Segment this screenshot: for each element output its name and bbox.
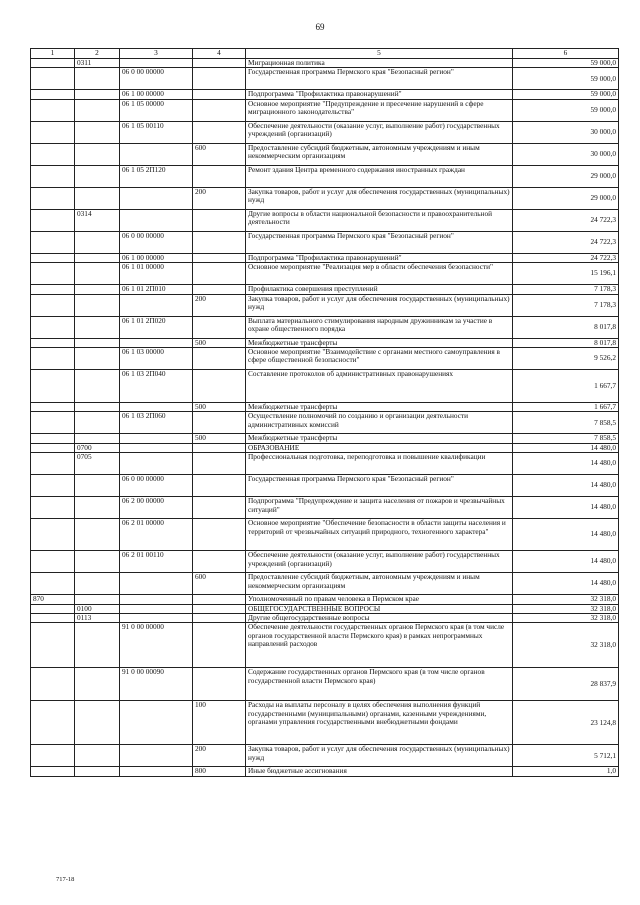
section-code-cell: [75, 434, 120, 443]
expense-type-cell: [193, 90, 246, 99]
table-row: [31, 165, 619, 187]
admin-code-cell: [31, 121, 75, 143]
target-article-cell: [120, 701, 193, 745]
table-body: [31, 59, 619, 777]
target-article-cell: 06 1 05 00110: [120, 121, 193, 143]
target-article-cell: 06 1 05 00000: [120, 99, 193, 121]
section-code-cell: [75, 316, 120, 338]
target-article-cell: [120, 595, 193, 604]
description-cell: Составление протоколов об административных правонарушениях: [246, 369, 513, 402]
target-article-cell: [120, 434, 193, 443]
admin-code-cell: [31, 294, 75, 316]
section-code-cell: [75, 253, 120, 262]
amount-cell: 14 480,0: [513, 551, 619, 573]
amount-cell: 32 318,0: [513, 613, 619, 622]
description-cell: Иные бюджетные ассигнования: [246, 767, 513, 776]
admin-code-cell: [31, 623, 75, 668]
amount-cell: 23 124,8: [513, 701, 619, 745]
section-code-cell: [75, 187, 120, 209]
table-row: [31, 68, 619, 90]
admin-code-cell: [31, 443, 75, 452]
amount-cell: 15 196,1: [513, 263, 619, 285]
column-header: 4: [193, 49, 246, 59]
admin-code-cell: [31, 412, 75, 434]
target-article-cell: 06 1 01 00000: [120, 263, 193, 285]
table-row: [31, 412, 619, 434]
table-row: [31, 99, 619, 121]
table-row: [31, 573, 619, 595]
expense-type-cell: [193, 285, 246, 294]
table-row: [31, 745, 619, 767]
target-article-cell: 06 0 00 00000: [120, 68, 193, 90]
section-code-cell: [75, 402, 120, 411]
table-row: [31, 263, 619, 285]
expense-type-cell: 500: [193, 402, 246, 411]
admin-code-cell: [31, 402, 75, 411]
table-row: [31, 402, 619, 411]
section-code-cell: [75, 701, 120, 745]
table-row: [31, 347, 619, 369]
expense-type-cell: [193, 253, 246, 262]
section-code-cell: [75, 294, 120, 316]
table-row: [31, 59, 619, 68]
table-row: [31, 338, 619, 347]
admin-code-cell: 870: [31, 595, 75, 604]
description-cell: Предоставление субсидий бюджетным, автономным учреждениям и иным некоммерческим организациям: [246, 143, 513, 165]
table-row: [31, 443, 619, 452]
section-code-cell: [75, 263, 120, 285]
admin-code-cell: [31, 143, 75, 165]
target-article-cell: [120, 604, 193, 613]
expense-type-cell: 100: [193, 701, 246, 745]
description-cell: Закупка товаров, работ и услуг для обеспечения государственных (муниципальных) нужд: [246, 294, 513, 316]
amount-cell: 1 667,7: [513, 402, 619, 411]
description-cell: ОБЩЕГОСУДАРСТВЕННЫЕ ВОПРОСЫ: [246, 604, 513, 613]
amount-cell: 7 178,3: [513, 285, 619, 294]
amount-cell: 14 480,0: [513, 497, 619, 519]
amount-cell: 9 526,2: [513, 347, 619, 369]
expense-type-cell: [193, 412, 246, 434]
section-code-cell: [75, 90, 120, 99]
amount-cell: 7 858,5: [513, 434, 619, 443]
table-row: [31, 701, 619, 745]
admin-code-cell: [31, 497, 75, 519]
section-code-cell: [75, 165, 120, 187]
amount-cell: 24 722,3: [513, 231, 619, 253]
table-row: [31, 316, 619, 338]
expense-type-cell: [193, 165, 246, 187]
description-cell: Профессиональная подготовка, переподготовка и повышение квалификации: [246, 453, 513, 475]
section-code-cell: 0314: [75, 209, 120, 231]
section-code-cell: [75, 231, 120, 253]
amount-cell: 59 000,0: [513, 90, 619, 99]
amount-cell: 32 318,0: [513, 623, 619, 668]
expense-type-cell: [193, 595, 246, 604]
admin-code-cell: [31, 573, 75, 595]
target-article-cell: [120, 338, 193, 347]
amount-cell: 32 318,0: [513, 604, 619, 613]
description-cell: Осуществление полномочий по созданию и организации деятельности административных комиссий: [246, 412, 513, 434]
admin-code-cell: [31, 285, 75, 294]
amount-cell: 14 480,0: [513, 475, 619, 497]
expense-type-cell: [193, 443, 246, 452]
admin-code-cell: [31, 253, 75, 262]
section-code-cell: [75, 623, 120, 668]
amount-cell: 29 000,0: [513, 187, 619, 209]
description-cell: Государственная программа Пермского края "Безопасный регион": [246, 68, 513, 90]
amount-cell: 30 000,0: [513, 121, 619, 143]
target-article-cell: [120, 443, 193, 452]
target-article-cell: [120, 573, 193, 595]
target-article-cell: 06 0 00 00000: [120, 475, 193, 497]
target-article-cell: 06 2 01 00000: [120, 519, 193, 551]
table-header-row: [31, 49, 619, 59]
description-cell: Государственная программа Пермского края "Безопасный регион": [246, 475, 513, 497]
target-article-cell: [120, 59, 193, 68]
target-article-cell: 06 1 03 00000: [120, 347, 193, 369]
target-article-cell: [120, 613, 193, 622]
table-row: [31, 285, 619, 294]
expense-type-cell: [193, 623, 246, 668]
section-code-cell: [75, 551, 120, 573]
target-article-cell: 06 1 03 2П060: [120, 412, 193, 434]
description-cell: Основное мероприятие "Обеспечение безопасности в области защиты населения и территорий от чрезвычайных ситуаций природного, техногенного характера": [246, 519, 513, 551]
table-row: [31, 231, 619, 253]
description-cell: Выплата материального стимулирования народным дружинникам за участие в охране общественного порядка: [246, 316, 513, 338]
description-cell: Обеспечение деятельности (оказание услуг, выполнение работ) государственных учреждений (организаций): [246, 121, 513, 143]
expense-type-cell: [193, 519, 246, 551]
target-article-cell: 06 0 00 00000: [120, 231, 193, 253]
description-cell: Расходы на выплаты персоналу в целях обеспечения выполнения функций государственными (муниципальными) органами, казенными учреждениями, органами управления государственными внебюджетными фондами: [246, 701, 513, 745]
description-cell: Миграционная политика: [246, 59, 513, 68]
target-article-cell: 06 2 00 00000: [120, 497, 193, 519]
admin-code-cell: [31, 90, 75, 99]
admin-code-cell: [31, 369, 75, 402]
expense-type-cell: 200: [193, 187, 246, 209]
description-cell: Закупка товаров, работ и услуг для обеспечения государственных (муниципальных) нужд: [246, 187, 513, 209]
description-cell: Подпрограмма "Предупреждение и защита населения от пожаров и чрезвычайных ситуаций": [246, 497, 513, 519]
section-code-cell: 0705: [75, 453, 120, 475]
amount-cell: 28 837,9: [513, 668, 619, 701]
admin-code-cell: [31, 475, 75, 497]
admin-code-cell: [31, 68, 75, 90]
section-code-cell: 0113: [75, 613, 120, 622]
section-code-cell: 0100: [75, 604, 120, 613]
description-cell: Другие вопросы в области национальной безопасности и правоохранительной деятельности: [246, 209, 513, 231]
table-row: [31, 519, 619, 551]
admin-code-cell: [31, 745, 75, 767]
target-article-cell: [120, 209, 193, 231]
expense-type-cell: 600: [193, 573, 246, 595]
admin-code-cell: [31, 59, 75, 68]
section-code-cell: [75, 668, 120, 701]
section-code-cell: 0311: [75, 59, 120, 68]
section-code-cell: [75, 143, 120, 165]
target-article-cell: 06 1 03 2П040: [120, 369, 193, 402]
table-row: [31, 121, 619, 143]
target-article-cell: 06 1 00 00000: [120, 253, 193, 262]
expense-type-cell: [193, 475, 246, 497]
expense-type-cell: [193, 347, 246, 369]
description-cell: Основное мероприятие "Взаимодействие с органами местного самоуправления в сфере общественной безопасности": [246, 347, 513, 369]
description-cell: Основное мероприятие "Реализация мер в области обеспечения безопасности": [246, 263, 513, 285]
expense-type-cell: [193, 59, 246, 68]
amount-cell: 7 858,5: [513, 412, 619, 434]
expense-type-cell: [193, 316, 246, 338]
amount-cell: 7 178,3: [513, 294, 619, 316]
expense-type-cell: 500: [193, 434, 246, 443]
section-code-cell: [75, 475, 120, 497]
description-cell: Межбюджетные трансферты: [246, 434, 513, 443]
target-article-cell: 06 1 00 00000: [120, 90, 193, 99]
expense-type-cell: [193, 369, 246, 402]
budget-table: [30, 48, 619, 777]
table-row: [31, 623, 619, 668]
expense-type-cell: [193, 497, 246, 519]
section-code-cell: [75, 99, 120, 121]
table-row: [31, 604, 619, 613]
amount-cell: 24 722,3: [513, 209, 619, 231]
section-code-cell: 0700: [75, 443, 120, 452]
admin-code-cell: [31, 338, 75, 347]
table-row: [31, 668, 619, 701]
section-code-cell: [75, 519, 120, 551]
table-row: [31, 497, 619, 519]
description-cell: Межбюджетные трансферты: [246, 338, 513, 347]
admin-code-cell: [31, 316, 75, 338]
admin-code-cell: [31, 453, 75, 475]
expense-type-cell: [193, 613, 246, 622]
expense-type-cell: 600: [193, 143, 246, 165]
table-row: [31, 551, 619, 573]
amount-cell: 59 000,0: [513, 59, 619, 68]
description-cell: Обеспечение деятельности (оказание услуг, выполнение работ) государственных учреждений (организаций): [246, 551, 513, 573]
target-article-cell: [120, 767, 193, 776]
table-row: [31, 434, 619, 443]
admin-code-cell: [31, 347, 75, 369]
description-cell: Профилактика совершения преступлений: [246, 285, 513, 294]
table-row: [31, 143, 619, 165]
section-code-cell: [75, 347, 120, 369]
expense-type-cell: 800: [193, 767, 246, 776]
admin-code-cell: [31, 187, 75, 209]
amount-cell: 29 000,0: [513, 165, 619, 187]
amount-cell: 8 017,8: [513, 338, 619, 347]
description-cell: Подпрограмма "Профилактика правонарушений": [246, 90, 513, 99]
description-cell: ОБРАЗОВАНИЕ: [246, 443, 513, 452]
description-cell: Уполномоченный по правам человека в Пермском крае: [246, 595, 513, 604]
amount-cell: 30 000,0: [513, 143, 619, 165]
admin-code-cell: [31, 767, 75, 776]
amount-cell: 5 712,1: [513, 745, 619, 767]
admin-code-cell: [31, 604, 75, 613]
column-header: 3: [120, 49, 193, 59]
description-cell: Межбюджетные трансферты: [246, 402, 513, 411]
description-cell: Обеспечение деятельности государственных органов Пермского края (в том числе органов государственной власти Пермского края) в рамках непрограммных направлений расходов: [246, 623, 513, 668]
amount-cell: 24 722,3: [513, 253, 619, 262]
table-row: [31, 187, 619, 209]
expense-type-cell: [193, 668, 246, 701]
admin-code-cell: [31, 519, 75, 551]
admin-code-cell: [31, 99, 75, 121]
expense-type-cell: [193, 121, 246, 143]
table-row: [31, 767, 619, 776]
section-code-cell: [75, 595, 120, 604]
expense-type-cell: [193, 604, 246, 613]
expense-type-cell: 200: [193, 745, 246, 767]
section-code-cell: [75, 497, 120, 519]
target-article-cell: [120, 294, 193, 316]
expense-type-cell: 500: [193, 338, 246, 347]
target-article-cell: [120, 402, 193, 411]
description-cell: Предоставление субсидий бюджетным, автономным учреждениям и иным некоммерческим организациям: [246, 573, 513, 595]
target-article-cell: [120, 745, 193, 767]
expense-type-cell: 200: [193, 294, 246, 316]
section-code-cell: [75, 369, 120, 402]
description-cell: Содержание государственных органов Пермского края (в том числе органов государственной власти Пермского края): [246, 668, 513, 701]
expense-type-cell: [193, 453, 246, 475]
amount-cell: 32 318,0: [513, 595, 619, 604]
target-article-cell: [120, 453, 193, 475]
target-article-cell: 06 1 05 2П120: [120, 165, 193, 187]
column-header: 5: [246, 49, 513, 59]
admin-code-cell: [31, 231, 75, 253]
expense-type-cell: [193, 99, 246, 121]
footer-code: 717-18: [56, 876, 75, 883]
expense-type-cell: [193, 263, 246, 285]
page-number: 69: [315, 22, 325, 32]
column-header: 1: [31, 49, 75, 59]
table-row: [31, 453, 619, 475]
target-article-cell: 06 1 01 2П010: [120, 285, 193, 294]
admin-code-cell: [31, 263, 75, 285]
amount-cell: 59 000,0: [513, 99, 619, 121]
amount-cell: 1,0: [513, 767, 619, 776]
admin-code-cell: [31, 701, 75, 745]
section-code-cell: [75, 121, 120, 143]
description-cell: Государственная программа Пермского края "Безопасный регион": [246, 231, 513, 253]
amount-cell: 1 667,7: [513, 369, 619, 402]
column-header: 2: [75, 49, 120, 59]
table-row: [31, 595, 619, 604]
table-row: [31, 475, 619, 497]
expense-type-cell: [193, 68, 246, 90]
section-code-cell: [75, 412, 120, 434]
target-article-cell: 06 2 01 00110: [120, 551, 193, 573]
admin-code-cell: [31, 551, 75, 573]
amount-cell: 14 480,0: [513, 443, 619, 452]
target-article-cell: 91 0 00 00090: [120, 668, 193, 701]
description-cell: Подпрограмма "Профилактика правонарушений": [246, 253, 513, 262]
amount-cell: 14 480,0: [513, 519, 619, 551]
table-row: [31, 369, 619, 402]
description-cell: Закупка товаров, работ и услуг для обеспечения государственных (муниципальных) нужд: [246, 745, 513, 767]
column-header: 6: [513, 49, 619, 59]
expense-type-cell: [193, 231, 246, 253]
table-row: [31, 613, 619, 622]
target-article-cell: 06 1 01 2П020: [120, 316, 193, 338]
target-article-cell: [120, 143, 193, 165]
admin-code-cell: [31, 668, 75, 701]
amount-cell: 14 480,0: [513, 453, 619, 475]
admin-code-cell: [31, 613, 75, 622]
section-code-cell: [75, 68, 120, 90]
target-article-cell: 91 0 00 00000: [120, 623, 193, 668]
section-code-cell: [75, 573, 120, 595]
section-code-cell: [75, 338, 120, 347]
table-row: [31, 209, 619, 231]
admin-code-cell: [31, 209, 75, 231]
description-cell: Другие общегосударственные вопросы: [246, 613, 513, 622]
amount-cell: 14 480,0: [513, 573, 619, 595]
admin-code-cell: [31, 165, 75, 187]
table-row: [31, 90, 619, 99]
section-code-cell: [75, 767, 120, 776]
table-row: [31, 253, 619, 262]
expense-type-cell: [193, 551, 246, 573]
section-code-cell: [75, 285, 120, 294]
description-cell: Основное мероприятие "Предупреждение и пресечение нарушений в сфере миграционного законодательства": [246, 99, 513, 121]
admin-code-cell: [31, 434, 75, 443]
amount-cell: 8 017,8: [513, 316, 619, 338]
target-article-cell: [120, 187, 193, 209]
expense-type-cell: [193, 209, 246, 231]
description-cell: Ремонт здания Центра временного содержания иностранных граждан: [246, 165, 513, 187]
section-code-cell: [75, 745, 120, 767]
table-row: [31, 294, 619, 316]
amount-cell: 59 000,0: [513, 68, 619, 90]
